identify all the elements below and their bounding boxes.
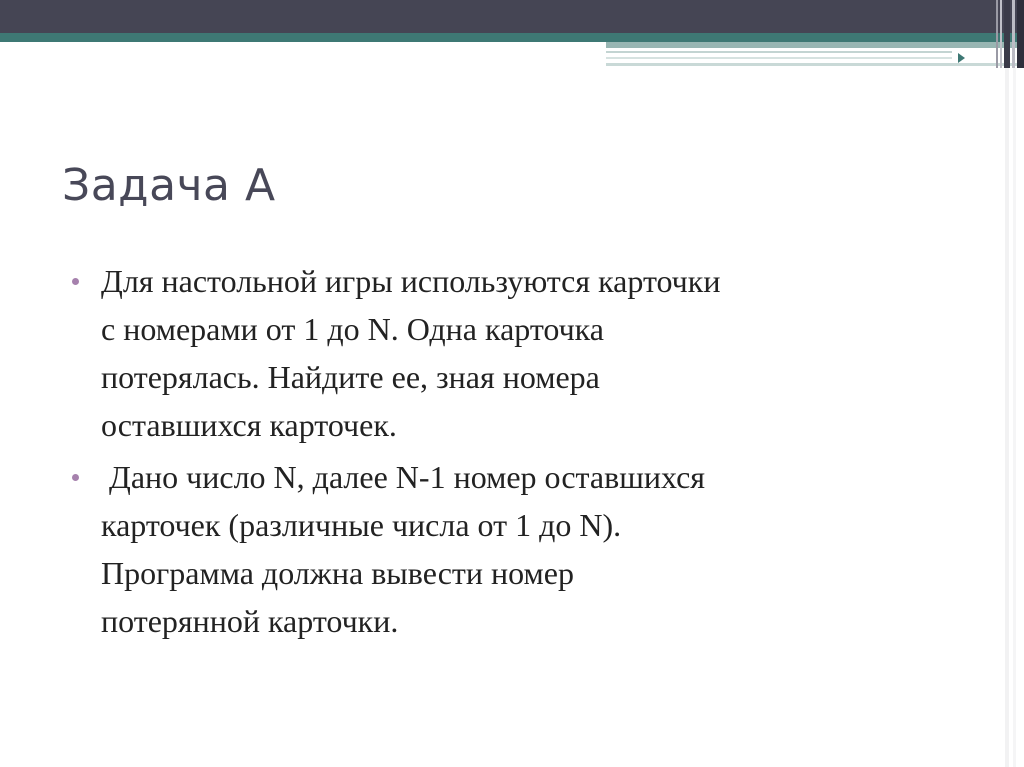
bullet-item — [70, 453, 950, 645]
bullet-line: с номерами от 1 до N. Одна карточка — [101, 311, 604, 347]
header-vertical-stripe — [1004, 0, 1010, 68]
header-band-dark — [0, 0, 1024, 33]
right-edge-stripe — [1005, 68, 1009, 767]
header-accent-line — [606, 51, 952, 53]
bullet-line: карточек (различные числа от 1 до N). — [101, 507, 622, 543]
bullet-line: Дано число N, далее N-1 номер оставшихся — [101, 459, 705, 495]
header-vertical-stripe — [1012, 0, 1015, 68]
bullet-line: Для настольной игры используются карточки — [101, 263, 721, 299]
header-band-teal-accent — [606, 42, 1024, 48]
right-edge-stripe — [1013, 68, 1016, 767]
header-band-teal — [0, 33, 1024, 42]
header-accent-line — [606, 63, 1024, 66]
triangle-icon — [958, 53, 965, 63]
bullet-line: оставшихся карточек. — [101, 407, 397, 443]
bullet-line: потерянной карточки. — [101, 603, 399, 639]
slide-body — [70, 257, 950, 649]
header-vertical-stripe — [1017, 0, 1024, 68]
bullet-dot-icon — [72, 278, 79, 285]
bullet-line: потерялась. Найдите ее, зная номера — [101, 359, 600, 395]
bullet-line: Программа должна вывести номер — [101, 555, 574, 591]
bullet-dot-icon — [72, 474, 79, 481]
slide-title: Задача А — [62, 160, 276, 211]
header-vertical-stripe — [1000, 0, 1002, 68]
header-vertical-stripe — [996, 0, 998, 68]
bullet-item — [70, 257, 950, 449]
header-accent-line — [606, 57, 952, 59]
